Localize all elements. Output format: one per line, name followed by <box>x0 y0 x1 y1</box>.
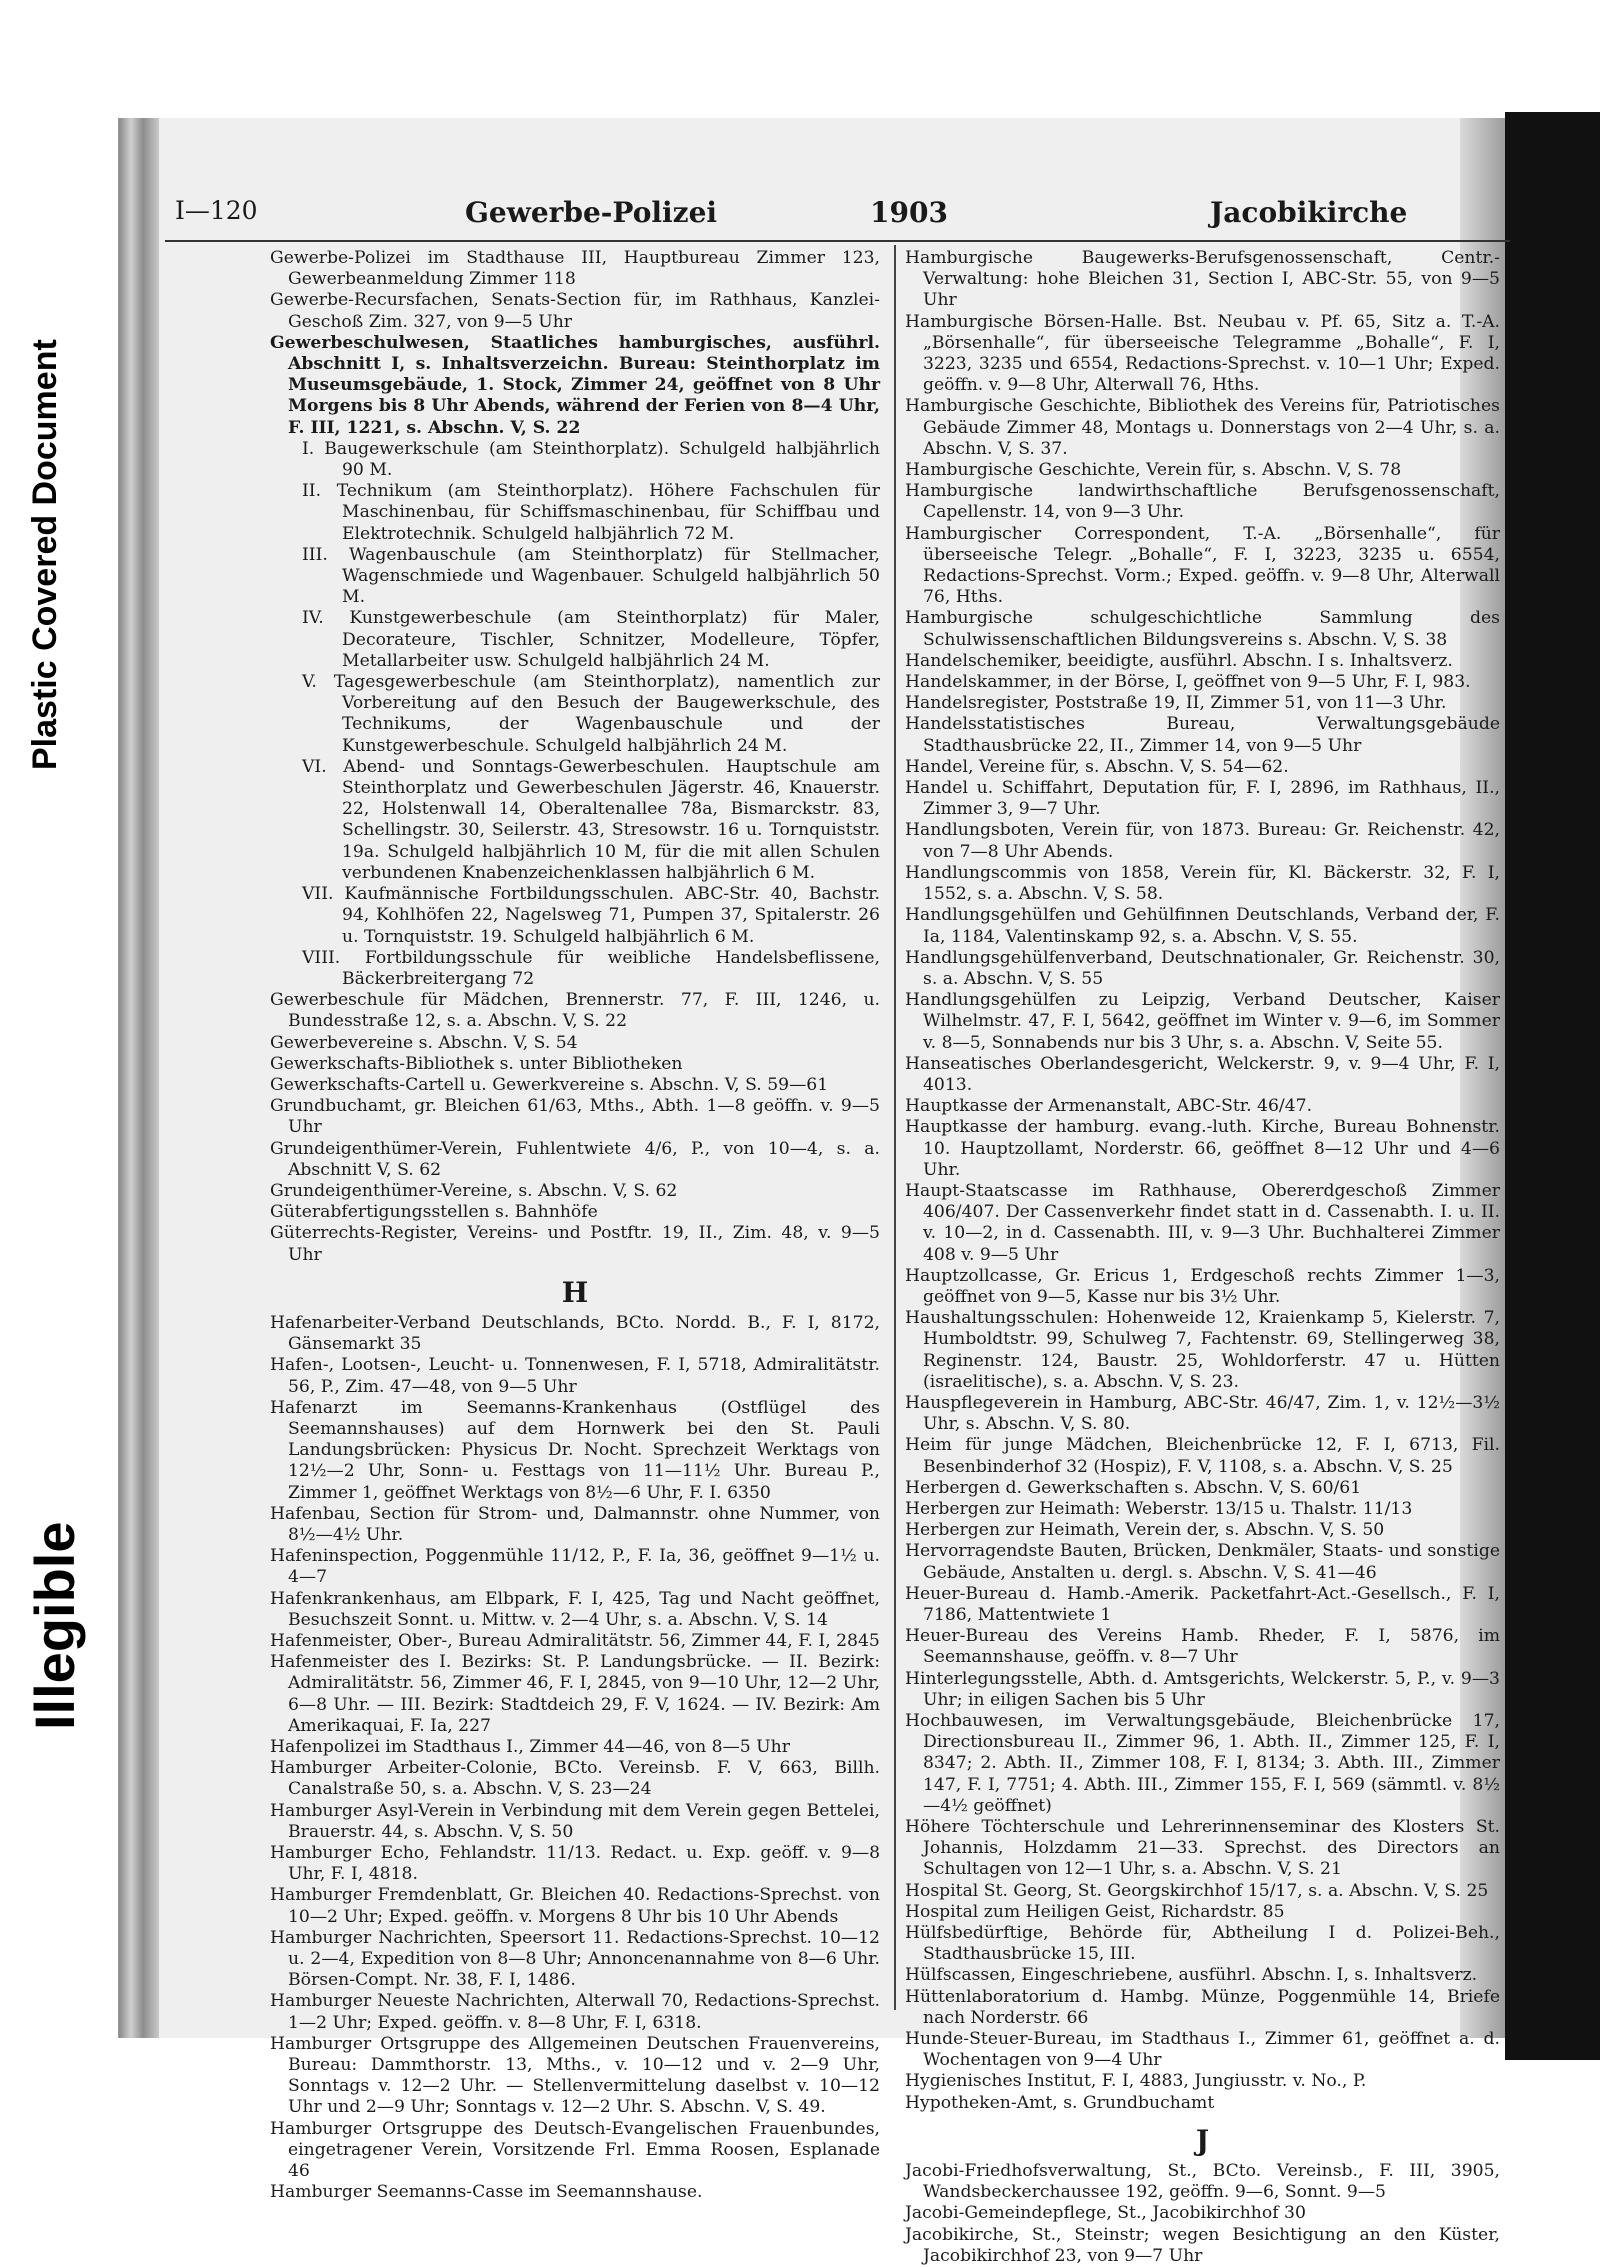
section-title: Gewerbe-Polizei <box>465 196 718 229</box>
directory-entry: Hafenbau, Section für Strom- und, Dalmannstr. ohne Nummer, von 8½—4½ Uhr. <box>270 1503 880 1545</box>
directory-entry: VII. Kaufmännische Fortbildungsschulen. ABC-Str. 40, Bachstr. 94, Kohlhöfen 22, Nagelsweg 71, Pumpen 37, Spitalerstr. 26 u. Tornquiststr. 19. Schulgeld halbjährlich 6 M. <box>302 884 880 947</box>
directory-entry: Jacobi-Gemeindepflege, St., Jacobikirchhof 30 <box>905 2203 1306 2224</box>
page-gutter <box>119 118 159 2038</box>
directory-entry: Hamburger Fremdenblatt, Gr. Bleichen 40. Redactions-Sprechst. von 10—2 Uhr; Exped. geöffn. v. Morgens 8 Uhr bis 10 Uhr Abends <box>270 1885 880 1927</box>
directory-entry: Hamburger Seemanns-Casse im Seemannshause. <box>270 2182 703 2203</box>
directory-entry: Hüttenlaboratorium d. Hambg. Münze, Poggenmühle 14, Briefe nach Norderstr. 66 <box>905 1986 1500 2028</box>
letter-heading: H <box>561 1275 589 1309</box>
directory-entry: Herbergen d. Gewerkschaften s. Abschn. V, S. 60/61 <box>905 1477 1362 1498</box>
directory-entry: Handel, Vereine für, s. Abschn. V, S. 54—62. <box>905 756 1289 777</box>
directory-entry: Hafenarbeiter-Verband Deutschlands, BCto. Nordd. B., F. I, 8172, Gänsemarkt 35 <box>270 1312 880 1355</box>
directory-entry: Hamburgische Geschichte, Verein für, s. Abschn. V, S. 78 <box>905 460 1402 481</box>
directory-entry: Hafenkrankenhaus, am Elbpark, F. I, 425, Tag und Nacht geöffnet, Besuchszeit Sonnt. u. Mittw. v. 2—4 Uhr, s. a. Abschn. V, S. 14 <box>270 1588 880 1630</box>
directory-entry: Handlungsboten, Verein für, von 1873. Bureau: Gr. Reichenstr. 42, von 7—8 Uhr Abends. <box>905 820 1500 862</box>
directory-entry: Heuer-Bureau des Vereins Hamb. Rheder, F. I, 5876, im Seemannshause, geöffn. v. 8—7 Uhr <box>905 1626 1500 1668</box>
directory-entry: Hamburger Neueste Nachrichten, Alterwall 70, Redactions-Sprechst. 1—2 Uhr; Exped. geöffn. v. 8—8 Uhr, F. I, 6318. <box>270 1991 880 2033</box>
directory-entry: Hamburger Asyl-Verein in Verbindung mit dem Verein gegen Bettelei, Brauerstr. 44, s. Abschn. V, S. 50 <box>270 1800 880 1842</box>
plastic-covered-label: Plastic Covered Document <box>26 339 64 770</box>
directory-entry: Heim für junge Mädchen, Bleichenbrücke 12, F. I, 6713, Fil. Besenbinderhof 32 (Hospiz), F. V, 1108, s. a. Abschn. V, S. 25 <box>905 1435 1500 1477</box>
directory-entry: Handelschemiker, beeidigte, ausführl. Abschn. I s. Inhaltsverz. <box>905 650 1453 671</box>
directory-entry: Gewerkschafts-Cartell u. Gewerkvereine s. Abschn. V, S. 59—61 <box>270 1074 829 1095</box>
directory-entry: Hanseatisches Oberlandesgericht, Welckerstr. 9, v. 9—4 Uhr, F. I, 4013. <box>905 1053 1500 1095</box>
header-rule <box>165 240 1510 242</box>
directory-entry: Hafenmeister des I. Bezirks: St. P. Landungsbrücke. — II. Bezirk: Admiralitätstr. 56, Zimmer 46, F. I, 2845, von 9—10 Uhr, 12—2 Uhr, 6—8 Uhr. — III. Bezirk: Stadtdeich 29, F. V, 1624. — IV. Bezirk: Am Amerikaquai, F. Ia, 227 <box>270 1652 880 1736</box>
directory-entry: Grundbuchamt, gr. Bleichen 61/63, Mths., Abth. 1—8 geöffn. v. 9—5 Uhr <box>270 1096 880 1138</box>
directory-entry: Hamburgische landwirthschaftliche Berufsgenossenschaft, Capellenstr. 14, von 9—3 Uhr. <box>905 481 1500 523</box>
directory-entry: Hauptzollcasse, Gr. Ericus 1, Erdgeschoß rechts Zimmer 1—3, geöffnet von 9—5, Kasse nur bis 3½ Uhr. <box>905 1265 1500 1307</box>
directory-entry: Hochbauwesen, im Verwaltungsgebäude, Bleichenbrücke 17, Directionsbureau II., Zimmer 96, 1. Abth. II., Zimmer 125, F. I, 8347; 2. Abth. II., Zimmer 108, F. I, 8134; 3. Abth. III., Zimmer 147, F. I, 7751; 4. Abth. III., Zimmer 155, F. I, 569 (sämmtl. v. 8½—4½ geöffnet) <box>905 1711 1500 1816</box>
letter-heading: J <box>1195 2123 1210 2157</box>
directory-entry: Grundeigenthümer-Vereine, s. Abschn. V, S. 62 <box>270 1180 678 1201</box>
directory-entry: Haupt-Staatscasse im Rathhause, Obererdgeschoß Zimmer 406/407. Der Cassenverkehr findet statt in d. Cassenabth. I. u. II. v. 10—2, in d. Cassenabth. III, v. 9—3 Uhr. Buchhalterei Zimmer 408 v. 9—5 Uhr <box>905 1180 1500 1265</box>
directory-entry: Hauptkasse der Armenanstalt, ABC-Str. 46/47. <box>905 1096 1313 1117</box>
directory-entry: Gewerkschafts-Bibliothek s. unter Bibliotheken <box>270 1053 683 1074</box>
directory-entry: Jacobikirche, St., Steinstr; wegen Besichtigung an den Küster, Jacobikirchhof 23, von 9—7 Uhr <box>905 2224 1500 2266</box>
directory-entry: Gewerbe-Polizei im Stadthause III, Hauptbureau Zimmer 123, Gewerbeanmeldung Zimmer 118 <box>270 248 880 290</box>
directory-entry: Hülfscassen, Eingeschriebene, ausführl. Abschn. I, s. Inhaltsverz. <box>905 1965 1478 1986</box>
catch-word: Jacobikirche <box>1210 196 1408 229</box>
directory-entry: Gewerbevereine s. Abschn. V, S. 54 <box>270 1032 578 1053</box>
directory-entry: IV. Kunstgewerbeschule (am Steinthorplatz) für Maler, Decorateure, Tischler, Schnitzer, Modelleure, Töpfer, Metallarbeiter usw. Schulgeld halbjährlich 24 M. <box>302 608 880 671</box>
directory-entry: Hamburger Echo, Fehlandstr. 11/13. Redact. u. Exp. geöff. v. 9—8 Uhr, F. I, 4818. <box>270 1843 880 1885</box>
directory-entry: Hafenmeister, Ober-, Bureau Admiralitätstr. 56, Zimmer 44, F. I, 2845 <box>270 1631 880 1651</box>
directory-entry: Hamburgische Börsen-Halle. Bst. Neubau v. Pf. 65, Sitz a. T.-A. „Börsenhalle“, für überseeische Telegramme „Bohalle“, F. I, 3223, 3235 und 6554, Redactions-Sprechst. v. 10—1 Uhr; Exped. geöffn. v. 9—8 Uhr, Alterwall 76, Hths. <box>905 311 1500 396</box>
directory-entry: Hamburger Arbeiter-Colonie, BCto. Vereinsb. F. V, 663, Billh. Canalstraße 50, s. a. Abschn. V, S. 23—24 <box>270 1758 880 1800</box>
directory-entry: Hamburger Ortsgruppe des Allgemeinen Deutschen Frauenvereins, Bureau: Dammthorstr. 13, Mths., v. 10—12 und v. 2—9 Uhr, Sonntags v. 12—2 Uhr. — Stellenvermittelung daselbst v. 10—12 Uhr und 2—9 Uhr; Sonntags v. 12—2 Uhr. S. Abschn. V, S. 49. <box>270 2033 880 2118</box>
right-column <box>905 248 1500 2267</box>
directory-entry: Jacobi-Friedhofsverwaltung, St., BCto. Vereinsb., F. III, 3905, Wandsbeckerchaussee 192, geöffn. 9—6, Sonnt. 9—5 <box>905 2161 1500 2203</box>
illegible-label: Illegible <box>23 1521 86 1730</box>
directory-entry: Hervorragendste Bauten, Brücken, Denkmäler, Staats- und sonstige Gebäude, Anstalten u. dergl. s. Abschn. V, S. 41—46 <box>905 1541 1500 1583</box>
directory-entry: Handlungsgehülfen und Gehülfinnen Deutschlands, Verband der, F. Ia, 1184, Valentinskamp 92, s. a. Abschn. V, S. 55. <box>905 905 1500 947</box>
directory-entry: Hospital zum Heiligen Geist, Richardstr. 85 <box>905 1901 1285 1922</box>
directory-entry: Hamburger Ortsgruppe des Deutsch-Evangelischen Frauenbundes, eingetragener Verein, Vorsitzende Frl. Emma Roosen, Esplanade 46 <box>270 2118 880 2182</box>
year: 1903 <box>870 196 948 229</box>
directory-entry: Herbergen zur Heimath: Weberstr. 13/15 u. Thalstr. 11/13 <box>905 1498 1413 1519</box>
directory-entry: Hamburgischer Correspondent, T.-A. „Börsenhalle“, für überseeische Telegr. „Bohalle“, F. I, 3223, 3235 u. 6554, Redactions-Sprechst. Vorm.; Exped. geöffn. v. 9—8 Uhr, Alterwall 76, Hths. <box>905 523 1500 608</box>
directory-entry: Güterabfertigungsstellen s. Bahnhöfe <box>270 1202 598 1223</box>
directory-entry: VIII. Fortbildungsschule für weibliche Handelsbeflissene, Bäckerbreitergang 72 <box>302 947 880 989</box>
directory-entry: Hafen-, Lootsen-, Leucht- u. Tonnenwesen, F. I, 5718, Admiralitätstr. 56, P., Zim. 47—48, von 9—5 Uhr <box>270 1355 880 1397</box>
directory-entry: I. Baugewerkschule (am Steinthorplatz). Schulgeld halbjährlich 90 M. <box>302 438 880 481</box>
directory-entry: Gewerbe-Recursfachen, Senats-Section für, im Rathhaus, Kanzlei-Geschoß Zim. 327, von 9—5 Uhr <box>270 290 880 332</box>
directory-entry: Hinterlegungsstelle, Abth. d. Amtsgerichts, Welckerstr. 5, P., v. 9—3 Uhr; in eiligen Sachen bis 5 Uhr <box>905 1668 1500 1710</box>
directory-entry: II. Technikum (am Steinthorplatz). Höhere Fachschulen für Maschinenbau, für Schiffsmaschinenbau, für Schiffbau und Elektrotechnik. Schulgeld halbjährlich 72 M. <box>302 481 880 544</box>
directory-entry: Haushaltungsschulen: Hohenweide 12, Kraienkamp 5, Kielerstr. 7, Humboldtstr. 99, Schulweg 7, Fachtenstr. 69, Stellingerweg 38, Reginenstr. 124, Baustr. 25, Wohldorferstr. 47 u. Hütten (israelitische), s. a. Abschn. V, S. 23. <box>905 1308 1500 1392</box>
directory-entry: VI. Abend- und Sonntags-Gewerbeschulen. Hauptschule am Steinthorplatz und Gewerbeschulen Jägerstr. 46, Knauerstr. 22, Holstenwall 14, Oberaltenallee 78a, Bismarckstr. 83, Schellingstr. 30, Seilerstr. 43, Stresowstr. 16 u. Tornquiststr. 19a. Schulgeld halbjährlich 10 M, für die mit allen Schulen verbundenen Knabenzeichenklassen halbjährlich 6 M. <box>302 756 880 883</box>
directory-entry: Güterrechts-Register, Vereins- und Postftr. 19, II., Zim. 48, v. 9—5 Uhr <box>270 1223 880 1265</box>
directory-entry: Hamburgische schulgeschichtliche Sammlung des Schulwissenschaftlichen Bildungsvereins s. Abschn. V, S. 38 <box>905 608 1500 650</box>
page-number: I—120 <box>175 196 258 225</box>
directory-entry: Hunde-Steuer-Bureau, im Stadthaus I., Zimmer 61, geöffnet a. d. Wochentagen von 9—4 Uhr <box>905 2029 1500 2071</box>
directory-entry: Handelsregister, Poststraße 19, II, Zimmer 51, von 11—3 Uhr. <box>905 693 1447 714</box>
directory-entry: Handlungsgehülfenverband, Deutschnationaler, Gr. Reichenstr. 30, s. a. Abschn. V, S. 55 <box>905 947 1500 989</box>
directory-entry: Heuer-Bureau d. Hamb.-Amerik. Packetfahrt-Act.-Gesellsch., F. I, 7186, Mattentwiete 1 <box>905 1583 1500 1625</box>
directory-entry: Herbergen zur Heimath, Verein der, s. Abschn. V, S. 50 <box>905 1520 1385 1541</box>
directory-entry: Hafeninspection, Poggenmühle 11/12, P., F. Ia, 36, geöffnet 9—1½ u. 4—7 <box>270 1546 880 1588</box>
directory-entry: Hafenpolizei im Stadthaus I., Zimmer 44—46, von 8—5 Uhr <box>270 1737 790 1758</box>
directory-entry: V. Tagesgewerbeschule (am Steinthorplatz), namentlich zur Vorbereitung auf den Besuch der Baugewerkschule, des Technikums, der Wagenbauschule und der Kunstgewerbeschule. Schulgeld halbjährlich 24 M. <box>302 672 880 756</box>
directory-entry: Handel u. Schiffahrt, Deputation für, F. I, 2896, im Rathhaus, II., Zimmer 3, 9—7 Uhr. <box>905 778 1500 820</box>
directory-entry: Hygienisches Institut, F. I, 4883, Jungiusstr. v. No., P. <box>905 2071 1367 2092</box>
directory-entry: Hamburgische Baugewerks-Berufsgenossenschaft, Centr.-Verwaltung: hohe Bleichen 31, Section I, ABC-Str. 55, von 9—5 Uhr <box>905 248 1500 311</box>
directory-entry: Handlungsgehülfen zu Leipzig, Verband Deutscher, Kaiser Wilhelmstr. 47, F. I, 5642, geöffnet im Winter v. 9—6, im Sommer v. 8—5, Sonnabends nur bis 3 Uhr, s. a. Abschn. V, Seite 55. <box>905 990 1500 1053</box>
directory-entry: Hypotheken-Amt, s. Grundbuchamt <box>905 2092 1215 2113</box>
directory-entry: Grundeigenthümer-Verein, Fuhlentwiete 4/6, P., von 10—4, s. a. Abschnitt V, S. 62 <box>270 1138 880 1180</box>
directory-entry: Hospital St. Georg, St. Georgskirchhof 15/17, s. a. Abschn. V, S. 25 <box>905 1880 1489 1901</box>
directory-entry: Handelsstatistisches Bureau, Verwaltungsgebäude Stadthausbrücke 22, II., Zimmer 14, von 9—5 Uhr <box>905 714 1500 756</box>
directory-entry: Hauspflegeverein in Hamburg, ABC-Str. 46/47, Zim. 1, v. 12½—3½ Uhr, s. Abschn. V, S. 80. <box>905 1392 1500 1435</box>
scan-border <box>1505 112 1600 2060</box>
directory-entry: Handelskammer, in der Börse, I, geöffnet von 9—5 Uhr, F. I, 983. <box>905 672 1471 693</box>
page-header <box>165 196 1510 236</box>
column-divider <box>894 245 896 2010</box>
directory-entry: Hamburger Nachrichten, Speersort 11. Redactions-Sprechst. 10—12 u. 2—4, Expedition von 8—8 Uhr; Annoncenannahme von 8—6 Uhr. Börsen-Compt. Nr. 38, F. I, 1486. <box>270 1927 880 1991</box>
directory-entry: Gewerbeschule für Mädchen, Brennerstr. 77, F. III, 1246, u. Bundesstraße 12, s. a. Abschn. V, S. 22 <box>270 990 880 1032</box>
directory-entry: Handlungscommis von 1858, Verein für, Kl. Bäckerstr. 32, F. I, 1552, s. a. Abschn. V, S. 58. <box>905 862 1500 905</box>
directory-entry: Gewerbeschulwesen, Staatliches hamburgisches, ausführl. Abschnitt I, s. Inhaltsverzeichn. Bureau: Steinthorplatz im Museumsgebäude, 1. Stock, Zimmer 24, geöffnet von 8 Uhr Morgens bis 8 Uhr Abends, während der Ferien von 8—4 Uhr, F. III, 1221, s. Abschn. V, S. 22 <box>270 332 880 438</box>
directory-entry: Hülfsbedürftige, Behörde für, Abtheilung I d. Polizei-Beh., Stadthausbrücke 15, III. <box>905 1923 1500 1965</box>
directory-entry: III. Wagenbauschule (am Steinthorplatz) für Stellmacher, Wagenschmiede und Wagenbauer. Schulgeld halbjährlich 50 M. <box>302 544 880 608</box>
directory-entry: Hamburgische Geschichte, Bibliothek des Vereins für, Patriotisches Gebäude Zimmer 48, Montags u. Donnerstags von 2—4 Uhr, s. a. Abschn. V, S. 37. <box>905 396 1500 459</box>
directory-entry: Hafenarzt im Seemanns-Krankenhaus (Ostflügel des Seemannshauses) auf dem Hornwerk bei den St. Pauli Landungsbrücken: Physicus Dr. Nocht. Sprechzeit Werktags von 12½—2 Uhr, Sonn- u. Festtags von 11—11½ Uhr. Bureau P., Zimmer 1, geöffnet Werktags von 8½—6 Uhr, F. I. 6350 <box>270 1397 880 1503</box>
directory-entry: Höhere Töchterschule und Lehrerinnenseminar des Klosters St. Johannis, Holzdamm 21—33. Sprechst. des Directors an Schultagen von 12—1 Uhr, s. a. Abschn. V, S. 21 <box>905 1817 1500 1880</box>
directory-entry: Hauptkasse der hamburg. evang.-luth. Kirche, Bureau Bohnenstr. 10. Hauptzollamt, Norderstr. 66, geöffnet 8—12 Uhr und 4—6 Uhr. <box>905 1117 1500 1180</box>
left-column <box>270 248 880 2203</box>
